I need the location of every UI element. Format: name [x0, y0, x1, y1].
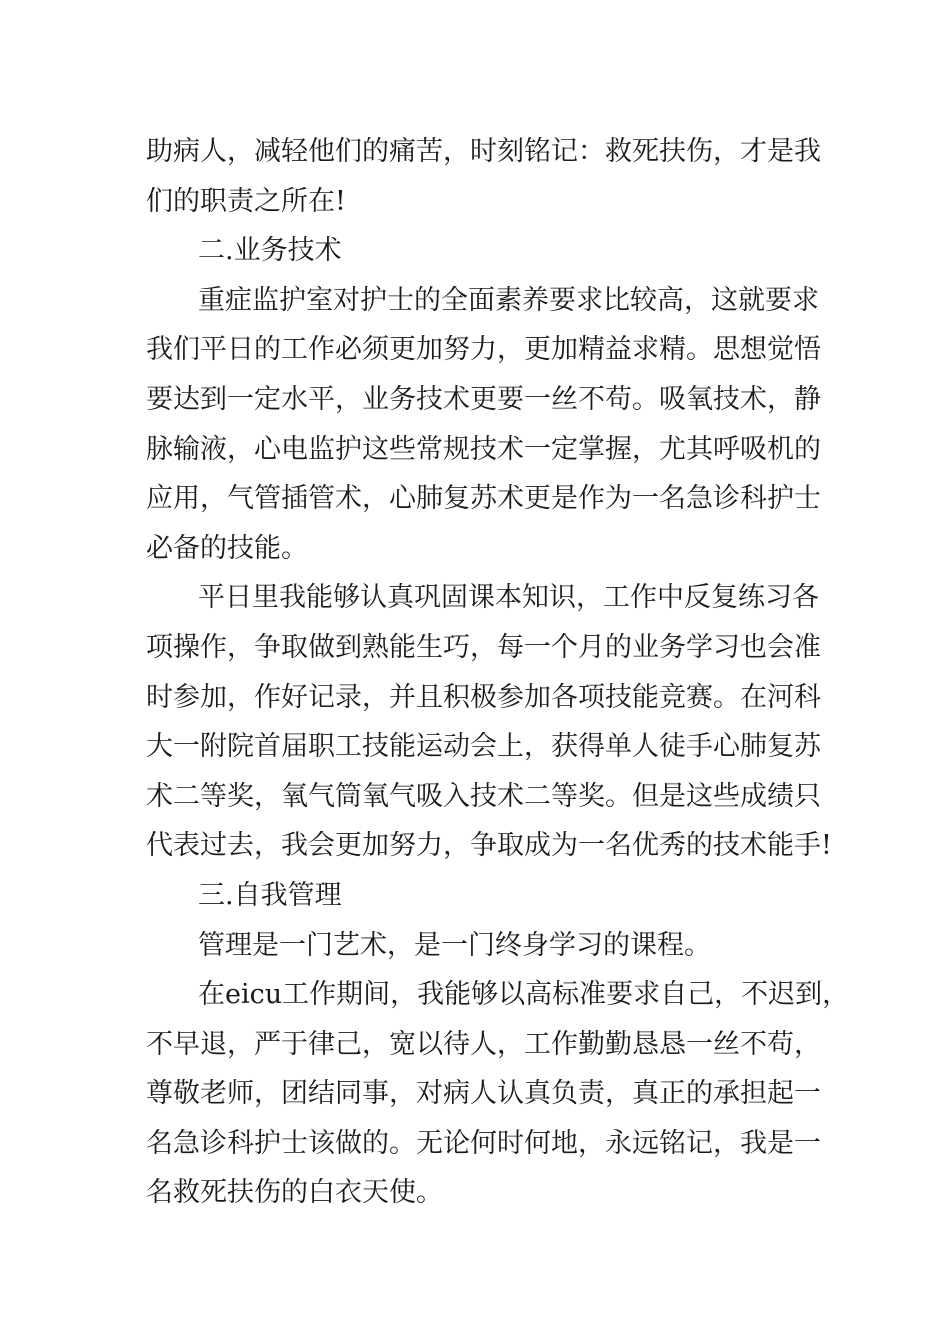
text-line: 大一附院首届职工技能运动会上，获得单人徒手心肺复苏: [146, 731, 821, 763]
text-line: 代表过去，我会更加努力，争取成为一名优秀的技术能手!: [146, 830, 832, 862]
text-line: 必备的技能。: [146, 532, 308, 564]
text-line: 时参加，作好记录，并且积极参加各项技能竞赛。在河科: [146, 681, 821, 713]
text-line: 平日里我能够认真巩固课本知识，工作中反复练习各: [198, 582, 819, 614]
text-line: 要达到一定水平，业务技术更要一丝不苟。吸氧技术，静: [146, 383, 821, 415]
text-line: 们的职责之所在!: [146, 185, 346, 217]
text-line: 助病人，减轻他们的痛苦，时刻铭记：救死扶伤，才是我: [146, 136, 821, 167]
text-line: 三.自我管理: [198, 879, 342, 911]
text-line: 在eicu工作期间，我能够以高标准要求自己，不迟到，: [198, 979, 850, 1011]
text-line: 二.业务技术: [198, 235, 342, 267]
text-line: 不早退，严于律己，宽以待人，工作勤勤恳恳一丝不苟，: [146, 1028, 821, 1060]
text-line: 管理是一门艺术，是一门终身学习的课程。: [198, 929, 711, 961]
text-line: 项操作，争取做到熟能生巧，每一个月的业务学习也会准: [146, 631, 821, 663]
text-line: 重症监护室对护士的全面素养要求比较高，这就要求: [198, 284, 819, 316]
text-line: 术二等奖，氧气筒氧气吸入技术二等奖。但是这些成绩只: [146, 780, 821, 812]
text-line: 应用，气管插管术，心肺复苏术更是作为一名急诊科护士: [146, 483, 821, 515]
text-line: 尊敬老师，团结同事，对病人认真负责，真正的承担起一: [146, 1078, 821, 1110]
text-line: 我们平日的工作必须更加努力，更加精益求精。思想觉悟: [146, 334, 821, 366]
text-line: 脉输液，心电监护这些常规技术一定掌握，尤其呼吸机的: [146, 433, 821, 465]
text-line: 名急诊科护士该做的。无论何时何地，永远铭记，我是一: [146, 1127, 821, 1159]
document-text-body: [146, 127, 850, 1218]
text-line: 名救死扶伤的白衣天使。: [146, 1177, 443, 1209]
